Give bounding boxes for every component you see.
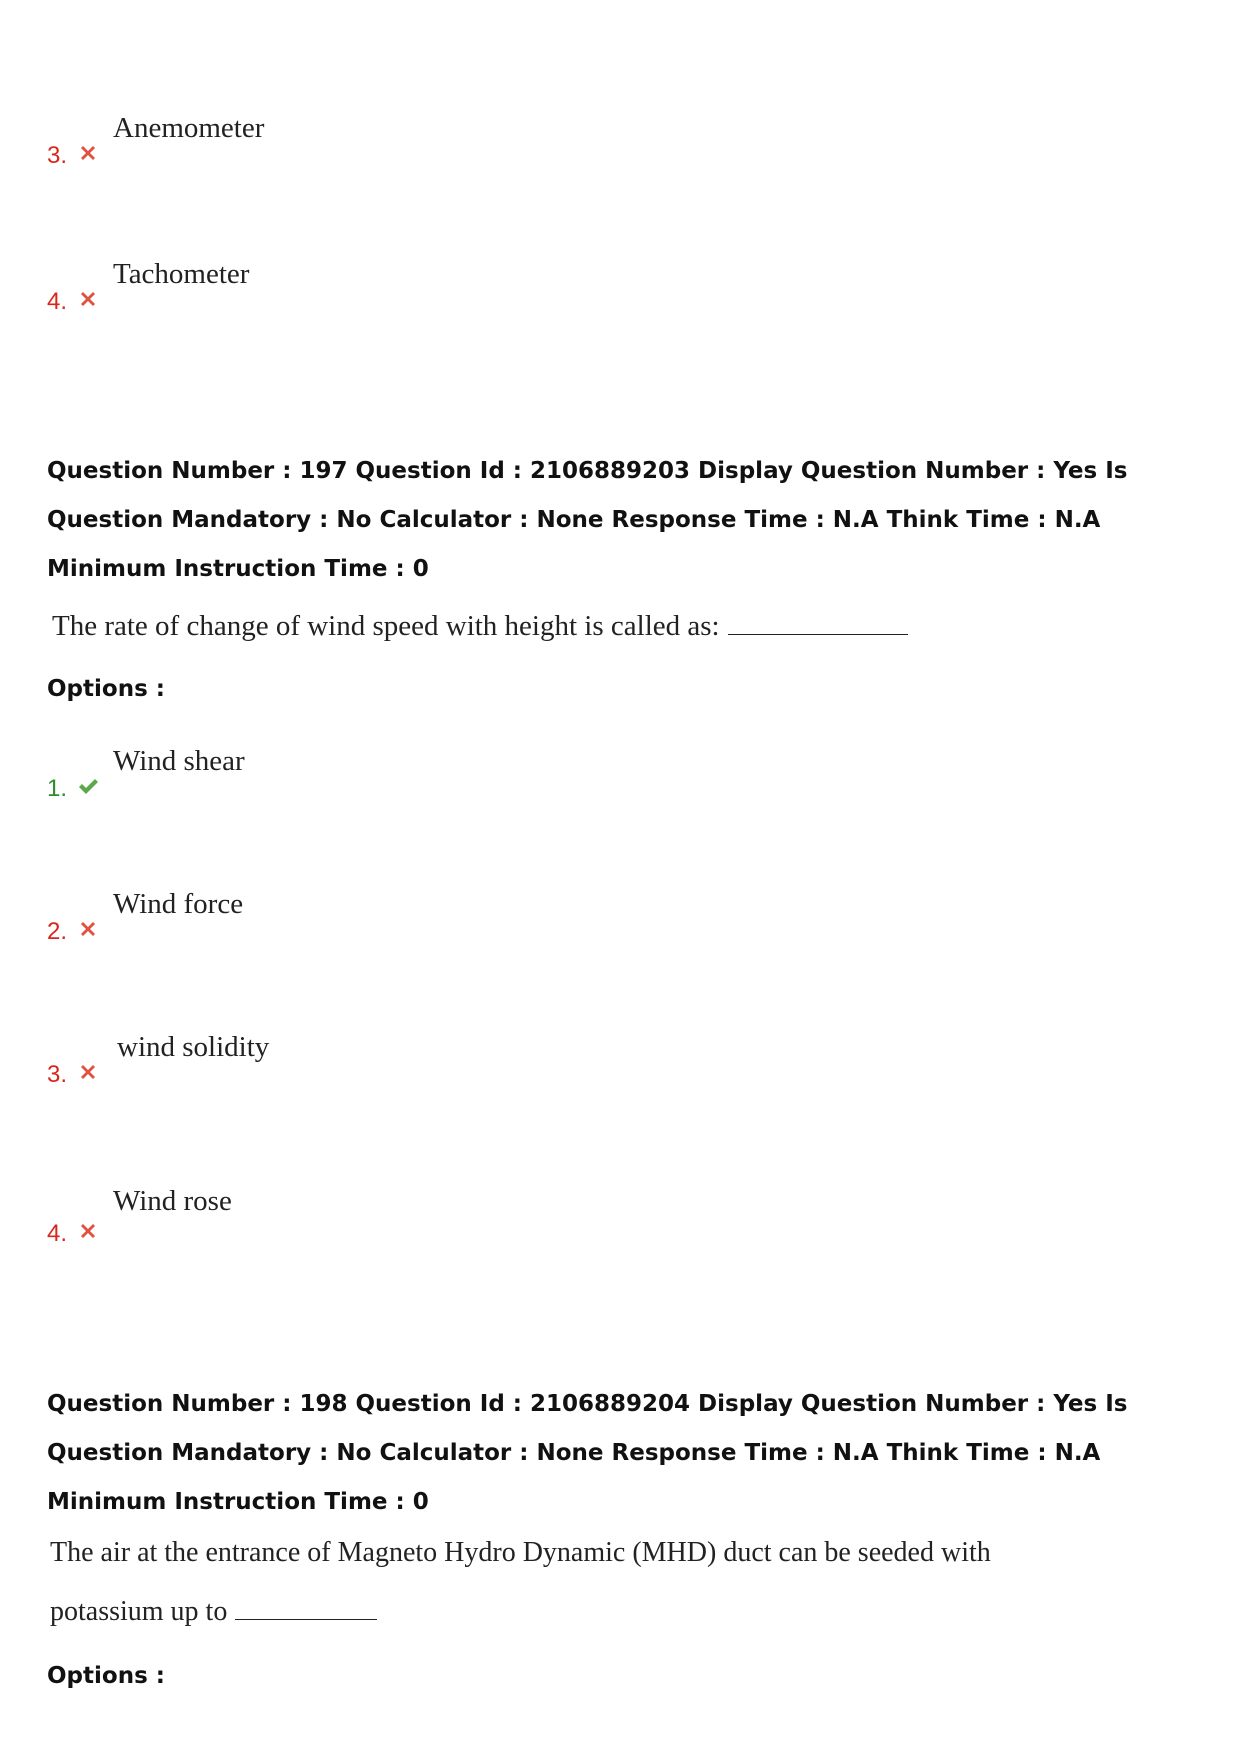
question-header: Question Number : 197 Question Id : 2106889203 Display Question Number : Yes Is Question Mandatory : No Calculator : None Response Time : N.A Think Time : N.A Minimum Instruction Time : 0: [47, 458, 1128, 582]
options-label: Options :: [47, 1663, 165, 1689]
option-number: 2.: [47, 918, 68, 945]
question-text-line: The air at the entrance of Magneto Hydro Dynamic (MHD) duct can be seeded with: [50, 1537, 991, 1568]
option-text: Wind rose: [113, 1185, 232, 1217]
option-item: [47, 745, 647, 825]
question-header: Question Number : 198 Question Id : 2106889204 Display Question Number : Yes Is Question Mandatory : No Calculator : None Response Time : N.A Think Time : N.A Minimum Instruction Time : 0: [47, 1391, 1128, 1515]
option-text: Wind force: [113, 888, 244, 920]
option-item: [47, 1185, 647, 1265]
answer-blank: [728, 608, 908, 635]
option-number: 4.: [47, 1220, 68, 1247]
option-item: [47, 888, 647, 968]
option-text: Anemometer: [113, 112, 265, 144]
check-mark-icon: [77, 775, 99, 797]
answer-blank: [235, 1593, 377, 1620]
cross-mark-icon: [77, 918, 99, 940]
option-text: wind solidity: [117, 1031, 270, 1063]
option-item: [47, 112, 647, 192]
cross-mark-icon: [77, 1061, 99, 1083]
options-label: Options :: [47, 676, 165, 702]
option-text: Wind shear: [113, 745, 245, 777]
cross-mark-icon: [77, 1220, 99, 1242]
option-number: 1.: [47, 775, 68, 802]
option-text: Tachometer: [113, 258, 250, 290]
question-text-content: potassium up to: [50, 1596, 228, 1627]
question-text-line: [50, 1593, 377, 1628]
option-number: 3.: [47, 142, 68, 169]
option-number: 4.: [47, 288, 68, 315]
option-item: [47, 1031, 647, 1111]
cross-mark-icon: [77, 288, 99, 310]
option-number: 3.: [47, 1061, 68, 1088]
option-item: [47, 258, 647, 338]
question-text-content: The rate of change of wind speed with height is called as:: [52, 610, 720, 642]
cross-mark-icon: [77, 142, 99, 164]
question-text: [52, 608, 908, 643]
